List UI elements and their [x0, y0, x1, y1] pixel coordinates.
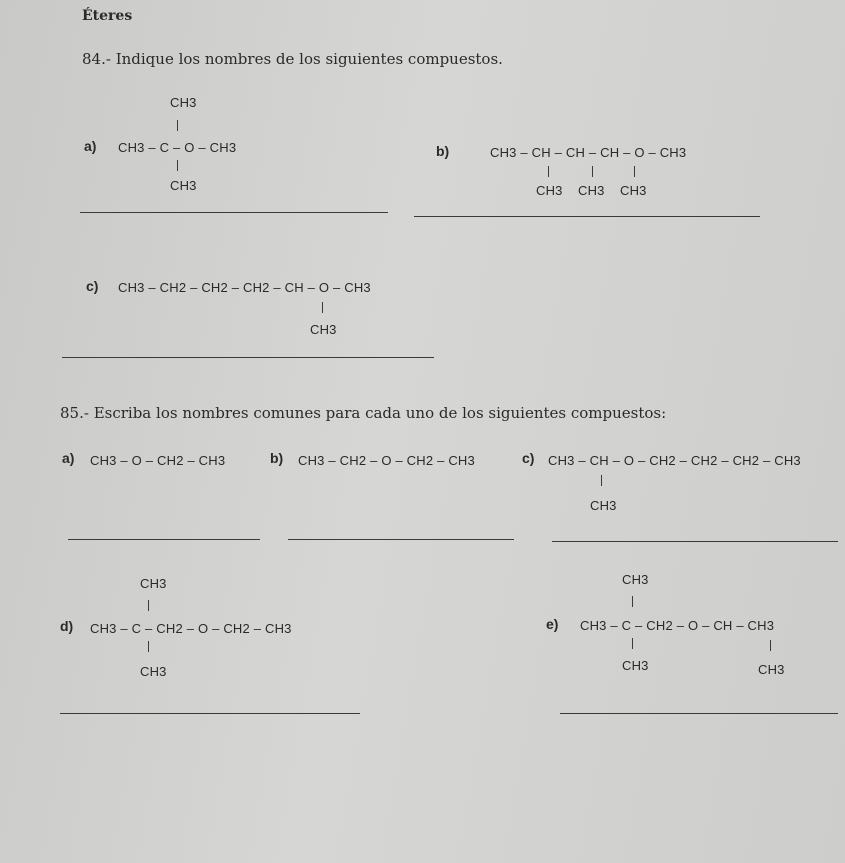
answer-line-84c [62, 357, 434, 358]
question-84-heading: 84.- Indique los nombres de los siguientes compuestos. [82, 50, 503, 68]
substituent-top-84a: CH3 [170, 95, 197, 110]
item-label-84b: b) [436, 143, 450, 159]
substituent-bottom-85d: CH3 [140, 664, 167, 679]
answer-line-85b [288, 539, 514, 540]
bond-84b-2 [592, 166, 593, 177]
main-chain-85b: CH3 – CH2 – O – CH2 – CH3 [298, 453, 475, 468]
item-label-84a: a) [84, 138, 97, 154]
substituent-second-85e: CH3 [758, 662, 785, 677]
bond-84c [322, 302, 323, 313]
bond-top-84a [177, 120, 178, 131]
substituent-84c: CH3 [310, 322, 337, 337]
main-chain-85e: CH3 – C – CH2 – O – CH – CH3 [580, 618, 775, 633]
item-label-85d: d) [60, 618, 74, 634]
substituent-top-85d: CH3 [140, 576, 167, 591]
substituent-bottom-84a: CH3 [170, 178, 197, 193]
bond-top-85e [632, 596, 633, 607]
bond-sub2-85e [770, 640, 771, 651]
bond-85c [601, 475, 602, 486]
bond-84b-1 [548, 166, 549, 177]
answer-line-84b [414, 216, 760, 217]
answer-line-85e [560, 713, 838, 714]
item-label-85b: b) [270, 450, 284, 466]
substituent-84b-2: CH3 [578, 183, 605, 198]
bond-bottom-85d [148, 641, 149, 652]
answer-line-85c [552, 541, 838, 542]
item-label-85e: e) [546, 616, 559, 632]
answer-line-85d [60, 713, 360, 714]
main-chain-85a: CH3 – O – CH2 – CH3 [90, 453, 226, 468]
section-title: Éteres [82, 8, 133, 24]
item-label-84c: c) [86, 278, 99, 294]
main-chain-85c: CH3 – CH – O – CH2 – CH2 – CH2 – CH3 [548, 453, 801, 468]
substituent-85c: CH3 [590, 498, 617, 513]
bond-bottom-84a [177, 160, 178, 171]
answer-line-84a [80, 212, 388, 213]
substituent-bottom-85e: CH3 [622, 658, 649, 673]
question-85-heading: 85.- Escriba los nombres comunes para cada uno de los siguientes compuestos: [60, 404, 667, 422]
main-chain-84a: CH3 – C – O – CH3 [118, 140, 237, 155]
main-chain-84c: CH3 – CH2 – CH2 – CH2 – CH – O – CH3 [118, 280, 371, 295]
substituent-84b-3: CH3 [620, 183, 647, 198]
substituent-84b-1: CH3 [536, 183, 563, 198]
item-label-85c: c) [522, 450, 535, 466]
answer-line-85a [68, 539, 260, 540]
main-chain-84b: CH3 – CH – CH – CH – O – CH3 [490, 145, 687, 160]
bond-bottom-85e [632, 638, 633, 649]
item-label-85a: a) [62, 450, 75, 466]
substituent-top-85e: CH3 [622, 572, 649, 587]
bond-84b-3 [634, 166, 635, 177]
main-chain-85d: CH3 – C – CH2 – O – CH2 – CH3 [90, 621, 292, 636]
bond-top-85d [148, 600, 149, 611]
